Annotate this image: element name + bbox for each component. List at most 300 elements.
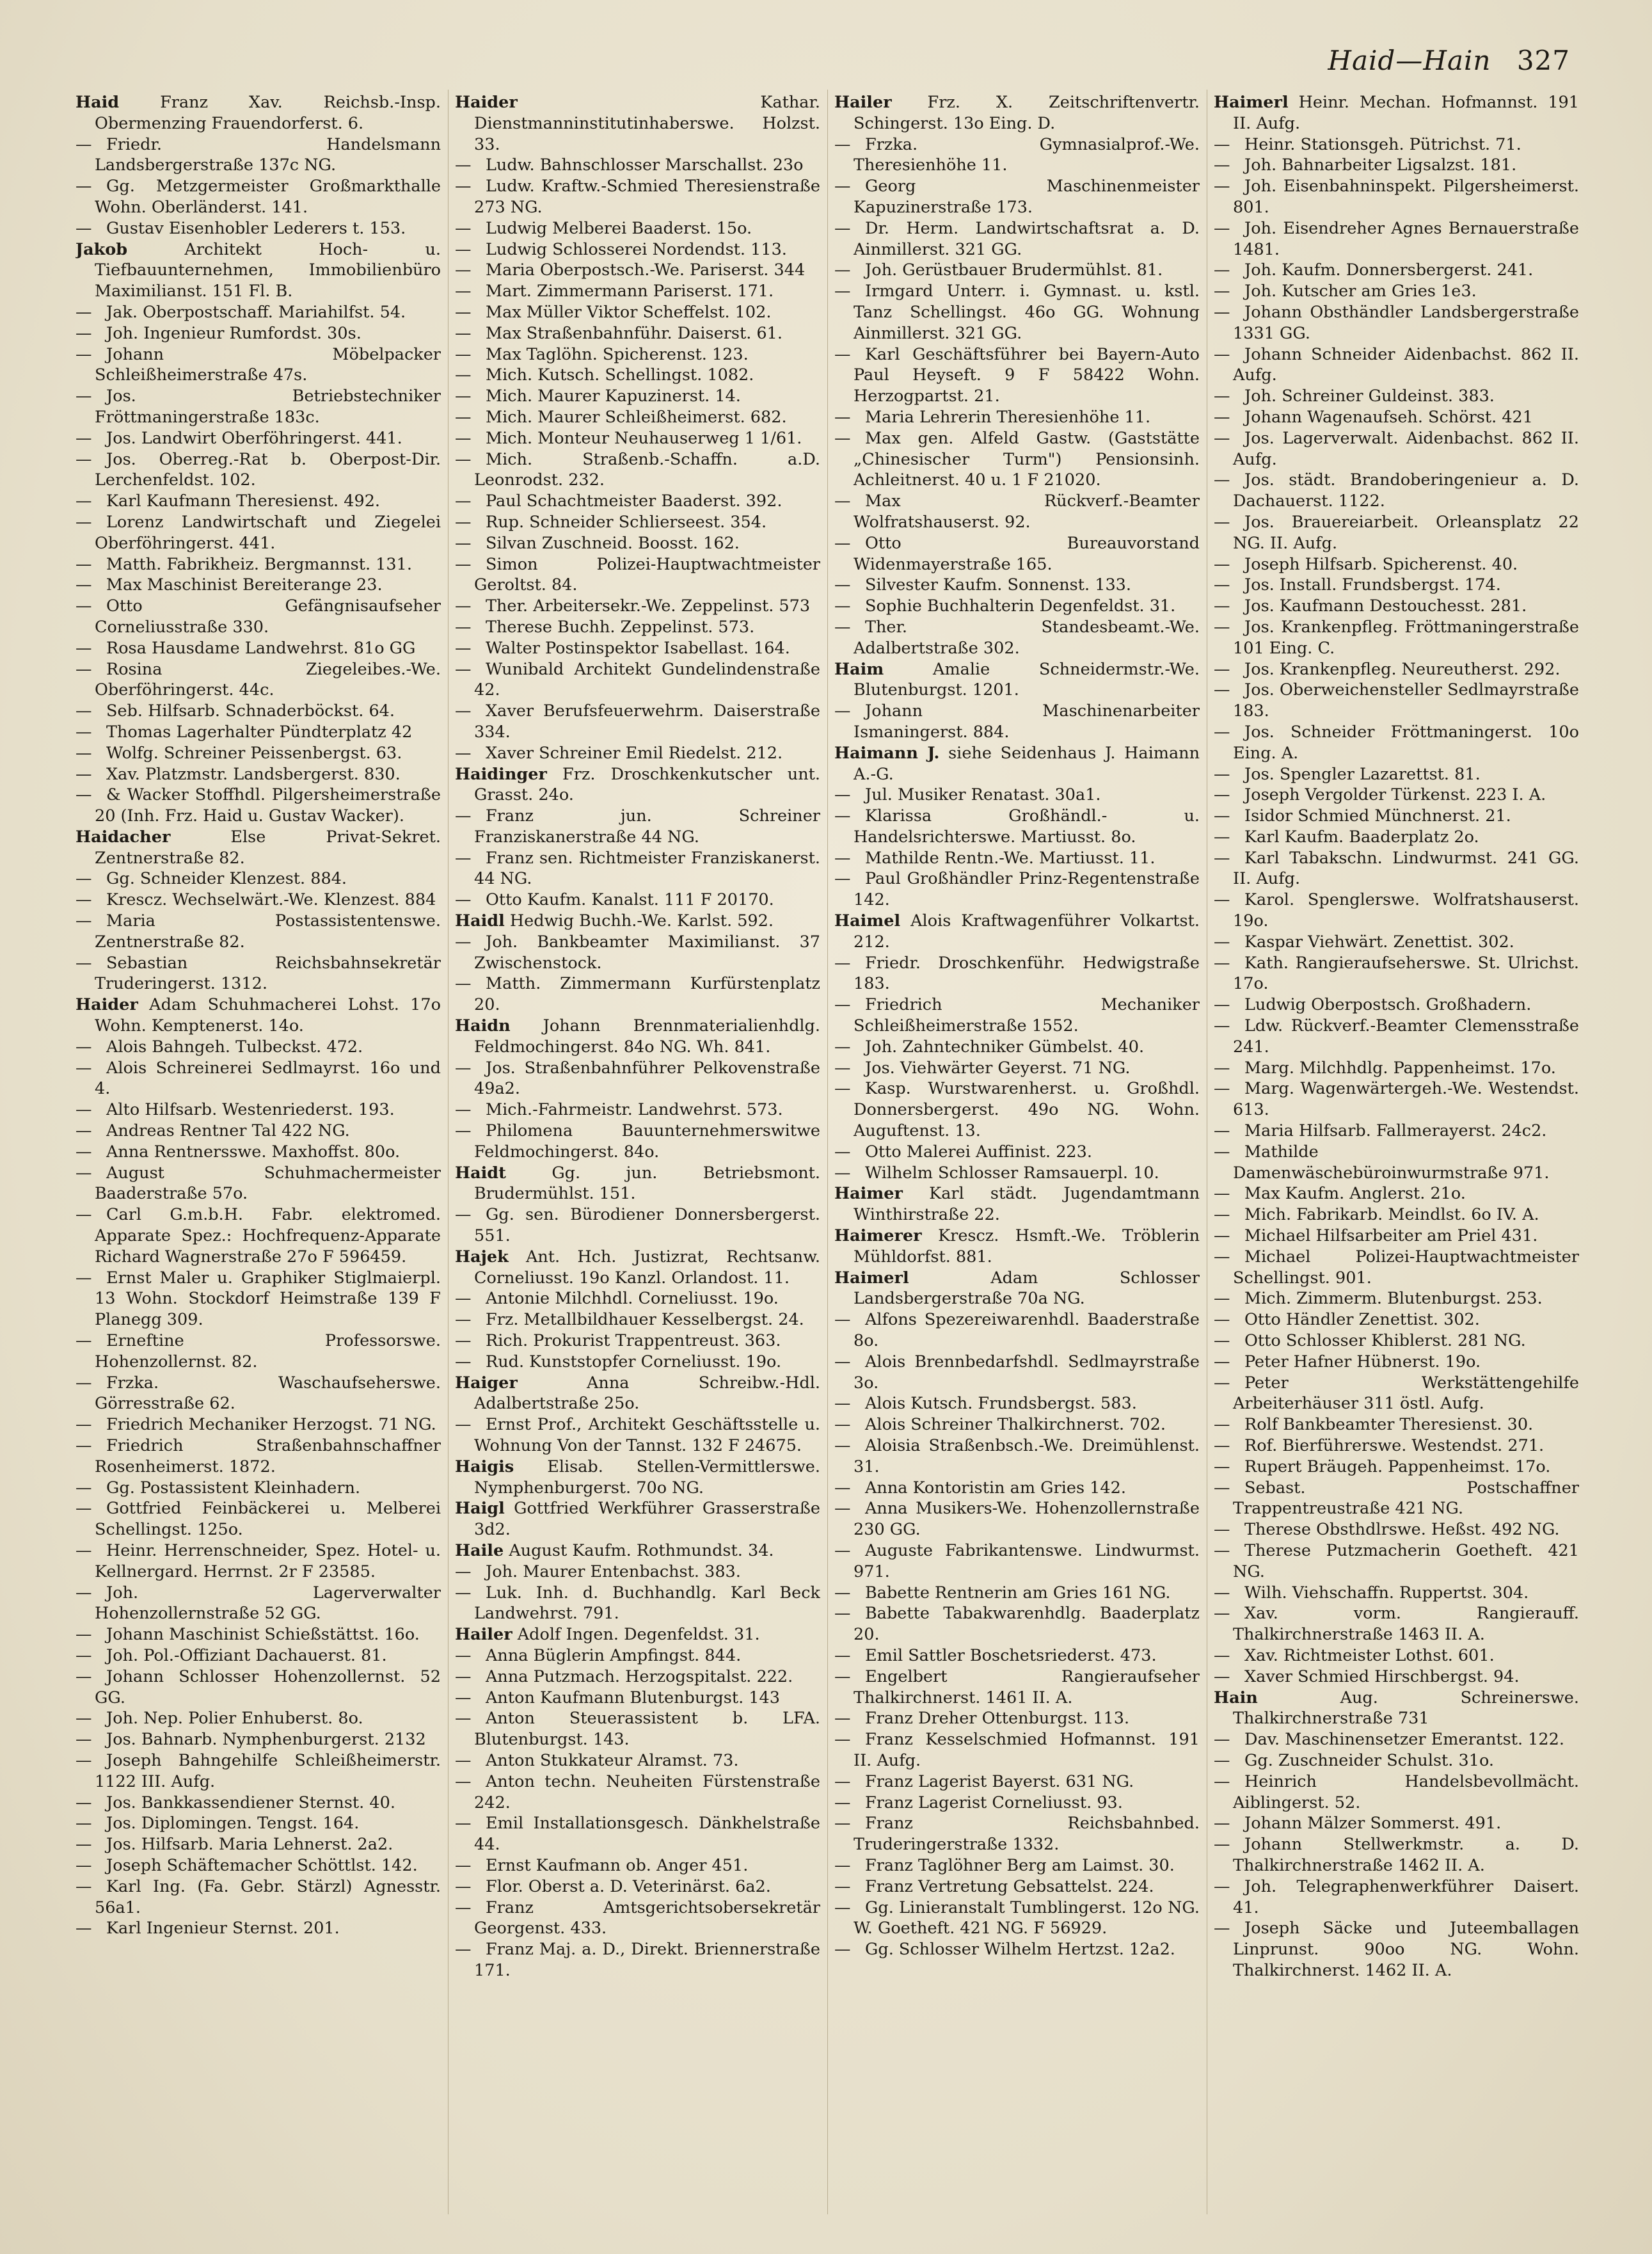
entry-text: Franz Maj. a. D., Direkt. Briennerstraße 171. <box>474 1940 820 1980</box>
ditto-dash: — <box>75 1163 92 1183</box>
entry-text: Antonie Milchhdl. Corneliusst. 19o. <box>486 1289 779 1309</box>
ditto-dash: — <box>1214 1583 1230 1603</box>
entry-text: Sebastian Reichsbahnsekretär Truderingerst. 1312. <box>95 953 441 994</box>
entry-text: Rof. Bierführerswe. Westendst. 271. <box>1244 1436 1545 1455</box>
ditto-dash: — <box>834 1499 851 1519</box>
ditto-dash: — <box>455 1205 472 1225</box>
ditto-dash: — <box>1214 1352 1230 1371</box>
directory-entry <box>1214 1435 1579 1457</box>
directory-entry <box>834 1414 1200 1435</box>
ditto-dash: — <box>834 1540 851 1560</box>
ditto-dash: — <box>75 575 92 595</box>
directory-entry <box>1214 1688 1579 1730</box>
entry-text: Mich. Fabrikarb. Meindlst. 6o IV. A. <box>1244 1205 1539 1225</box>
entry-surname: Haim <box>834 659 884 679</box>
directory-entry <box>834 1163 1200 1184</box>
ditto-dash: — <box>1214 1058 1230 1078</box>
ditto-dash: — <box>1214 387 1230 406</box>
entry-text: Jos. Straßenbahnführer Pelkovenstraße 49a2. <box>474 1058 820 1099</box>
entry-text: Franz Lagerist Bayerst. 631 NG. <box>865 1771 1134 1791</box>
ditto-dash: — <box>455 365 472 385</box>
entry-text: Krescz. Wechselwärt.-We. Klenzest. 884 <box>106 890 436 910</box>
directory-entry <box>834 1583 1200 1604</box>
entry-text: Karl städt. Jugendamtmann Winthirstraße 22. <box>854 1184 1200 1225</box>
directory-entry <box>455 1247 820 1289</box>
ditto-dash: — <box>455 1645 472 1665</box>
entry-text: Mich. Maurer Kapuzinerst. 14. <box>486 387 741 406</box>
directory-entry <box>75 1058 441 1100</box>
directory-entry <box>834 1309 1200 1352</box>
entry-text: Adam Schuhmacherei Lohst. 17o Wohn. Kemptenerst. 14o. <box>95 995 441 1036</box>
ditto-dash: — <box>455 512 472 532</box>
entry-text: Max Taglöhn. Spicherenst. 123. <box>486 344 749 364</box>
entry-text: Jul. Musiker Renatast. 30a1. <box>865 785 1101 805</box>
entry-text: Joh. Ingenieur Rumfordst. 30s. <box>106 323 361 343</box>
ditto-dash: — <box>834 134 851 154</box>
entry-text: Ernst Maler u. Graphiker Stiglmaierpl. 13 Wohn. Stockdorf Heimstraße 139 F Planegg 309. <box>95 1268 441 1330</box>
entry-text: Joh. Eisendreher Agnes Bernauerstraße 1481. <box>1233 218 1579 259</box>
ditto-dash: — <box>834 1394 851 1414</box>
entry-surname: Haimerl <box>1214 93 1289 112</box>
directory-entry <box>834 1226 1200 1268</box>
ditto-dash: — <box>1214 1771 1230 1791</box>
ditto-dash: — <box>834 407 851 427</box>
entry-text: Adam Schlosser Landsbergerstraße 70a NG. <box>854 1268 1200 1309</box>
entry-text: Joh. Pol.-Offiziant Dachauerst. 81. <box>106 1645 387 1665</box>
ditto-dash: — <box>834 177 851 196</box>
entry-text: Jos. Bahnarb. Nymphenburgerst. 2132 <box>106 1730 426 1750</box>
ditto-dash: — <box>75 323 92 343</box>
ditto-dash: — <box>75 387 92 406</box>
ditto-dash: — <box>455 1771 472 1791</box>
directory-entry <box>1214 827 1579 848</box>
ditto-dash: — <box>455 1289 472 1309</box>
ditto-dash: — <box>1214 1540 1230 1560</box>
entry-text: siehe Seidenhaus J. Haimann A.-G. <box>854 743 1200 784</box>
entry-text: Otto Schlosser Khiblerst. 281 NG. <box>1244 1331 1526 1351</box>
entry-text: Jos. Install. Frundsbergst. 174. <box>1244 575 1501 595</box>
directory-entry <box>455 302 820 323</box>
entry-text: Peter Hafner Hübnerst. 19o. <box>1244 1352 1481 1371</box>
directory-entry <box>455 806 820 848</box>
entry-text: Anna Rentnersswe. Maxhoffst. 80o. <box>106 1142 401 1162</box>
directory-entry <box>75 1037 441 1058</box>
entry-text: Therese Obsthdlrswe. Heßst. 492 NG. <box>1244 1520 1560 1540</box>
entry-text: Gg. jun. Betriebsmont. Brudermühlst. 151. <box>474 1163 820 1204</box>
entry-text: Xaver Schmied Hirschbergst. 94. <box>1244 1667 1520 1686</box>
entry-text: Max gen. Alfeld Gastw. (Gaststätte „Chinesischer Turm") Pensionsinh. Achleitnerst. 40 u. 1 F 21020. <box>854 428 1200 490</box>
page-number: 327 <box>1516 45 1570 76</box>
ditto-dash: — <box>455 974 472 994</box>
entry-text: Ernst Kaufmann ob. Anger 451. <box>486 1855 749 1875</box>
entry-text: Sophie Buchhalterin Degenfeldst. 31. <box>865 596 1176 616</box>
directory-entry <box>1214 1414 1579 1435</box>
entry-text: Johann Obsthändler Landsbergerstraße 1331 GG. <box>1233 302 1579 343</box>
entry-surname: Haigis <box>455 1457 514 1476</box>
directory-entry <box>834 1667 1200 1709</box>
entry-text: Ludw. Bahnschlosser Marschallst. 23o <box>486 156 804 175</box>
entry-text: Simon Polizei-Hauptwachtmeister Geroltst. 84. <box>474 554 820 595</box>
entry-text: Heinrich Handelsbevollmächt. Aiblingerst. 52. <box>1233 1771 1579 1812</box>
entry-text: Philomena Bauunternehmerswitwe Feldmochingerst. 84o. <box>474 1121 820 1162</box>
ditto-dash: — <box>75 1499 92 1519</box>
ditto-dash: — <box>455 260 472 280</box>
entry-text: Xav. vorm. Rangierauff. Thalkirchnerstraße 1463 II. A. <box>1233 1604 1579 1645</box>
directory-entry <box>455 764 820 806</box>
directory-entry <box>75 1667 441 1709</box>
directory-entry <box>75 911 441 953</box>
ditto-dash: — <box>455 239 472 259</box>
directory-entry <box>834 806 1200 848</box>
entry-text: Andreas Rentner Tal 422 NG. <box>106 1121 350 1141</box>
directory-entry <box>75 1918 441 1939</box>
directory-entry <box>834 218 1200 260</box>
directory-entry <box>75 1099 441 1121</box>
entry-text: Paul Schachtmeister Baaderst. 392. <box>486 492 782 511</box>
entry-text: Max Maschinist Bereiterange 23. <box>106 575 383 595</box>
ditto-dash: — <box>834 617 851 637</box>
directory-entry <box>1214 932 1579 953</box>
ditto-dash: — <box>1214 1142 1230 1162</box>
ditto-dash: — <box>75 722 92 742</box>
ditto-dash: — <box>455 1876 472 1896</box>
directory-entry <box>455 1583 820 1625</box>
ditto-dash: — <box>834 1310 851 1330</box>
ditto-dash: — <box>1214 1645 1230 1665</box>
entry-text: Dr. Herm. Landwirtschaftsrat a. D. Ainmillerst. 321 GG. <box>854 218 1200 259</box>
ditto-dash: — <box>75 1793 92 1812</box>
directory-entry <box>1214 428 1579 470</box>
ditto-dash: — <box>834 1898 851 1917</box>
directory-entry <box>1214 1309 1579 1331</box>
directory-entry <box>1214 134 1579 156</box>
entry-text: Maria Postassistentenswe. Zentnerstraße 82. <box>95 911 441 952</box>
entry-text: Therese Buchh. Zeppelinst. 573. <box>486 617 755 637</box>
directory-entry <box>455 932 820 974</box>
ditto-dash: — <box>75 596 92 616</box>
ditto-dash: — <box>1214 1436 1230 1455</box>
ditto-dash: — <box>455 932 472 952</box>
directory-entry <box>75 764 441 785</box>
entry-text: Heinr. Stationsgeh. Pütrichst. 71. <box>1244 134 1521 154</box>
ditto-dash: — <box>834 1940 851 1960</box>
entry-text: Friedrich Straßenbahnschaffner Rosenheimerst. 1872. <box>95 1436 441 1476</box>
entry-text: Otto Kaufm. Kanalst. 111 F 20170. <box>486 890 774 910</box>
ditto-dash: — <box>75 344 92 364</box>
directory-entry <box>1214 1142 1579 1184</box>
entry-text: Babette Rentnerin am Gries 161 NG. <box>865 1583 1171 1603</box>
ditto-dash: — <box>455 1709 472 1729</box>
ditto-dash: — <box>75 659 92 679</box>
entry-text: Gg. Zuschneider Schulst. 31o. <box>1244 1750 1494 1770</box>
entry-text: Johann Wagenaufseh. Schörst. 421 <box>1244 407 1533 427</box>
directory-entry <box>455 1939 820 1981</box>
entry-surname: Haimel <box>834 911 901 931</box>
directory-entry <box>455 239 820 260</box>
entry-text: Joh. Telegraphenwerkführer Daisert. 41. <box>1233 1876 1579 1917</box>
directory-entry <box>455 1540 820 1562</box>
ditto-dash: — <box>455 1667 472 1686</box>
directory-entry <box>1214 302 1579 344</box>
ditto-dash: — <box>834 785 851 805</box>
directory-entry <box>834 743 1200 785</box>
directory-entry <box>75 638 441 659</box>
entry-text: Heinr. Mechan. Hofmannst. 191 II. Aufg. <box>1233 93 1579 133</box>
entry-text: Frz. X. Zeitschriftenvertr. Schingerst. 13o Eing. D. <box>854 93 1200 133</box>
directory-entry <box>75 659 441 701</box>
entry-text: Silvan Zuschneid. Boosst. 162. <box>486 533 740 553</box>
ditto-dash: — <box>75 1876 92 1896</box>
ditto-dash: — <box>1214 848 1230 868</box>
directory-entry <box>1214 92 1579 134</box>
entry-text: Michael Hilfsarbeiter am Priel 431. <box>1244 1226 1538 1246</box>
ditto-dash: — <box>75 869 92 889</box>
entry-text: Joseph Hilfsarb. Spicherenst. 40. <box>1244 554 1518 574</box>
entry-text: Heinr. Herrenschneider, Spez. Hotel- u. Kellnergard. Herrnst. 2r F 23585. <box>95 1540 441 1581</box>
directory-entry <box>1214 848 1579 890</box>
entry-surname: Haidinger <box>455 764 547 784</box>
directory-entry <box>455 1288 820 1309</box>
directory-entry <box>455 1309 820 1331</box>
entry-text: Max Rückverf.-Beamter Wolfratshauserst. 92. <box>854 492 1200 532</box>
directory-entry <box>834 1183 1200 1226</box>
directory-entry <box>1214 512 1579 554</box>
directory-entry <box>75 1268 441 1331</box>
ditto-dash: — <box>834 260 851 280</box>
directory-entry <box>1214 386 1579 407</box>
directory-entry <box>1214 953 1579 995</box>
entry-text: Alois Kutsch. Frundsbergst. 583. <box>865 1394 1137 1414</box>
directory-entry <box>1214 344 1579 387</box>
ditto-dash: — <box>455 218 472 238</box>
directory-entry <box>1214 1288 1579 1309</box>
ditto-dash: — <box>1214 428 1230 448</box>
entry-text: Architekt Hoch- u. Tiefbauunternehmen, Immobilienbüro Maximilianst. 151 Fl. B. <box>95 239 441 301</box>
entry-text: Anna Schreibw.-Hdl. Adalbertstraße 25o. <box>474 1373 820 1414</box>
directory-entry <box>834 134 1200 177</box>
entry-text: Emil Sattler Boschetsriederst. 473. <box>865 1645 1157 1665</box>
directory-entry <box>1214 1729 1579 1750</box>
directory-entry <box>455 1498 820 1540</box>
directory-entry <box>75 1121 441 1142</box>
directory-entry <box>455 1876 820 1898</box>
entry-text: Lorenz Landwirtschaft und Ziegelei Oberföhringerst. 441. <box>95 512 441 553</box>
directory-entry <box>1214 1078 1579 1121</box>
directory-entry <box>1214 176 1579 218</box>
directory-entry <box>834 1939 1200 1960</box>
entry-text: Rosina Ziegeleibes.-We. Oberföhringerst. 44c. <box>95 659 441 700</box>
ditto-dash: — <box>1214 1814 1230 1834</box>
ditto-dash: — <box>455 554 472 574</box>
ditto-dash: — <box>75 953 92 973</box>
entry-text: Gg. Linieranstalt Tumblingerst. 12o NG. W. Goetheft. 421 NG. F 56929. <box>854 1898 1200 1938</box>
ditto-dash: — <box>455 659 472 679</box>
ditto-dash: — <box>834 1667 851 1686</box>
entry-text: Joseph Vergolder Türkenst. 223 I. A. <box>1244 785 1546 805</box>
entry-text: Ther. Standesbeamt.-We. Adalbertstraße 302. <box>854 617 1200 658</box>
ditto-dash: — <box>1214 1919 1230 1938</box>
entry-text: Franz sen. Richtmeister Franziskanerst. 44 NG. <box>474 848 820 889</box>
ditto-dash: — <box>834 869 851 889</box>
ditto-dash: — <box>75 218 92 238</box>
entry-text: Ludwig Schlosserei Nordendst. 113. <box>486 239 787 259</box>
directory-entry <box>834 491 1200 533</box>
directory-entry <box>75 428 441 449</box>
entry-text: Aloisia Straßenbsch.-We. Dreimühlenst. 31. <box>854 1436 1200 1476</box>
directory-entry <box>834 575 1200 596</box>
ditto-dash: — <box>455 177 472 196</box>
ditto-dash: — <box>455 890 472 910</box>
directory-entry <box>455 848 820 890</box>
directory-entry <box>455 344 820 365</box>
entry-text: Franz Taglöhner Berg am Laimst. 30. <box>865 1855 1175 1875</box>
directory-entry <box>455 911 820 932</box>
directory-entry <box>1214 1667 1579 1688</box>
ditto-dash: — <box>1214 932 1230 952</box>
entry-text: Friedr. Droschkenführ. Hedwigstraße 183. <box>854 953 1200 994</box>
entry-surname: Haimerer <box>834 1226 922 1246</box>
entry-text: Alois Kraftwagenführer Volkartst. 212. <box>854 911 1200 952</box>
ditto-dash: — <box>1214 1750 1230 1770</box>
directory-entry <box>1214 1247 1579 1289</box>
directory-entry <box>455 533 820 554</box>
entry-text: Ther. Arbeitersekr.-We. Zeppelinst. 573 <box>486 596 811 616</box>
directory-entry <box>75 868 441 890</box>
directory-entry <box>834 953 1200 995</box>
entry-text: Jos. Viehwärter Geyerst. 71 NG. <box>865 1058 1131 1078</box>
directory-entry <box>455 1457 820 1499</box>
ditto-dash: — <box>455 617 472 637</box>
ditto-dash: — <box>1214 1310 1230 1330</box>
directory-entry <box>834 1645 1200 1667</box>
ditto-dash: — <box>834 1415 851 1435</box>
entry-text: Kathar. Dienstmanninstitutinhaberswe. Holzst. 33. <box>474 93 820 154</box>
ditto-dash: — <box>1214 953 1230 973</box>
directory-entry <box>75 1373 441 1415</box>
ditto-dash: — <box>75 177 92 196</box>
entry-text: Franz Lagerist Corneliusst. 93. <box>865 1793 1123 1812</box>
ditto-dash: — <box>455 1750 472 1770</box>
entry-text: Matth. Fabrikheiz. Bergmannst. 131. <box>106 554 412 574</box>
ditto-dash: — <box>75 911 92 931</box>
entry-text: Jos. Brauereiarbeit. Orleansplatz 22 NG. II. Aufg. <box>1233 512 1579 553</box>
directory-entry <box>834 1771 1200 1793</box>
ditto-dash: — <box>834 492 851 511</box>
directory-entry <box>834 281 1200 344</box>
entry-text: Alois Bahngeh. Tulbeckst. 472. <box>106 1037 363 1057</box>
directory-entry <box>1214 680 1579 722</box>
entry-text: Walter Postinspektor Isabellast. 164. <box>486 638 790 658</box>
directory-entry <box>455 155 820 176</box>
directory-entry <box>455 701 820 743</box>
entry-text: Joh. Bahnarbeiter Ligsalzst. 181. <box>1244 156 1517 175</box>
entry-text: Therese Putzmacherin Goetheft. 421 NG. <box>1233 1540 1579 1581</box>
directory-entry <box>455 890 820 911</box>
entry-text: Anna Kontoristin am Gries 142. <box>865 1478 1126 1498</box>
ditto-dash: — <box>75 1205 92 1225</box>
ditto-dash: — <box>75 1667 92 1686</box>
directory-entry <box>75 1793 441 1814</box>
entry-text: Joseph Säcke und Juteemballagen Linprunst. 90oo NG. Wohn. Thalkirchnerst. 1462 II. A. <box>1233 1919 1579 1980</box>
entry-text: Johann Schlosser Hohenzollernst. 52 GG. <box>95 1667 441 1707</box>
entry-surname: Haile <box>455 1540 504 1560</box>
ditto-dash: — <box>75 1583 92 1603</box>
ditto-dash: — <box>75 1750 92 1770</box>
entry-text: Isidor Schmied Münchnerst. 21. <box>1244 806 1511 826</box>
directory-entry <box>455 449 820 492</box>
ditto-dash: — <box>1214 177 1230 196</box>
entry-text: Alois Brennbedarfshdl. Sedlmayrstraße 3o. <box>854 1352 1200 1393</box>
entry-text: Jos. Oberreg.-Rat b. Oberpost-Dir. Lerchenfeldst. 102. <box>95 449 441 490</box>
entry-text: Irmgard Unterr. i. Gymnast. u. kstl. Tanz Schellingst. 46o GG. Wohnung Ainmillerst. 321 GG. <box>854 282 1200 343</box>
ditto-dash: — <box>834 428 851 448</box>
directory-entry <box>1214 554 1579 575</box>
directory-entry <box>455 1898 820 1940</box>
directory-entry <box>75 722 441 743</box>
entry-text: Joh. Maurer Entenbachst. 383. <box>486 1562 741 1581</box>
directory-entry <box>455 428 820 449</box>
ditto-dash: — <box>75 492 92 511</box>
directory-entry <box>75 1435 441 1478</box>
entry-surname: Hailer <box>834 93 892 112</box>
entry-text: Mich. Maurer Schleißheimerst. 682. <box>486 407 787 427</box>
directory-entry <box>834 533 1200 575</box>
entry-surname: Haiger <box>455 1373 518 1393</box>
entry-text: Otto Händler Zenettist. 302. <box>1244 1310 1480 1330</box>
entry-surname: Haid <box>75 93 120 112</box>
ditto-dash: — <box>75 764 92 784</box>
ditto-dash: — <box>1214 1457 1230 1476</box>
directory-entry <box>75 953 441 995</box>
ditto-dash: — <box>75 1625 92 1645</box>
ditto-dash: — <box>455 1352 472 1371</box>
directory-entry <box>834 1729 1200 1771</box>
entry-text: Karl Kaufmann Theresienst. 492. <box>106 492 381 511</box>
ditto-dash: — <box>455 449 472 469</box>
entry-text: Joseph Schäftemacher Schöttlst. 142. <box>106 1855 418 1875</box>
directory-entry <box>834 1142 1200 1163</box>
directory-entry <box>834 1898 1200 1940</box>
directory-entry <box>455 1121 820 1163</box>
ditto-dash: — <box>75 1478 92 1498</box>
directory-entry <box>1214 1183 1579 1204</box>
directory-entry <box>1214 1519 1579 1540</box>
entry-text: Wilhelm Schlosser Ramsauerpl. 10. <box>865 1163 1159 1183</box>
ditto-dash: — <box>455 1814 472 1834</box>
column-1 <box>75 92 441 2230</box>
directory-entry <box>455 512 820 533</box>
entry-text: Michael Polizei-Hauptwachtmeister Schellingst. 901. <box>1233 1247 1579 1288</box>
directory-entry <box>1214 1918 1579 1981</box>
ditto-dash: — <box>455 407 472 427</box>
ditto-dash: — <box>75 428 92 448</box>
entry-text: Max Straßenbahnführ. Daiserst. 61. <box>486 323 782 343</box>
entry-text: Ldw. Rückverf.-Beamter Clemensstraße 241. <box>1233 1016 1579 1057</box>
ditto-dash: — <box>1214 764 1230 784</box>
entry-text: Joh. Lagerverwalter Hohenzollernstraße 52 GG. <box>95 1583 441 1624</box>
entry-text: Xav. Richtmeister Lothst. 601. <box>1244 1645 1495 1665</box>
ditto-dash: — <box>75 1835 92 1855</box>
ditto-dash: — <box>1214 1667 1230 1686</box>
ditto-dash: — <box>455 1415 472 1435</box>
ditto-dash: — <box>834 1163 851 1183</box>
directory-entry <box>75 1540 441 1583</box>
directory-entry <box>1214 617 1579 659</box>
entry-text: Franz Reichsbahnbed. Truderingerstraße 1332. <box>854 1814 1200 1855</box>
entry-text: Anna Putzmach. Herzogspitalst. 222. <box>486 1667 793 1686</box>
directory-entry <box>1214 1540 1579 1583</box>
directory-entry <box>455 407 820 428</box>
